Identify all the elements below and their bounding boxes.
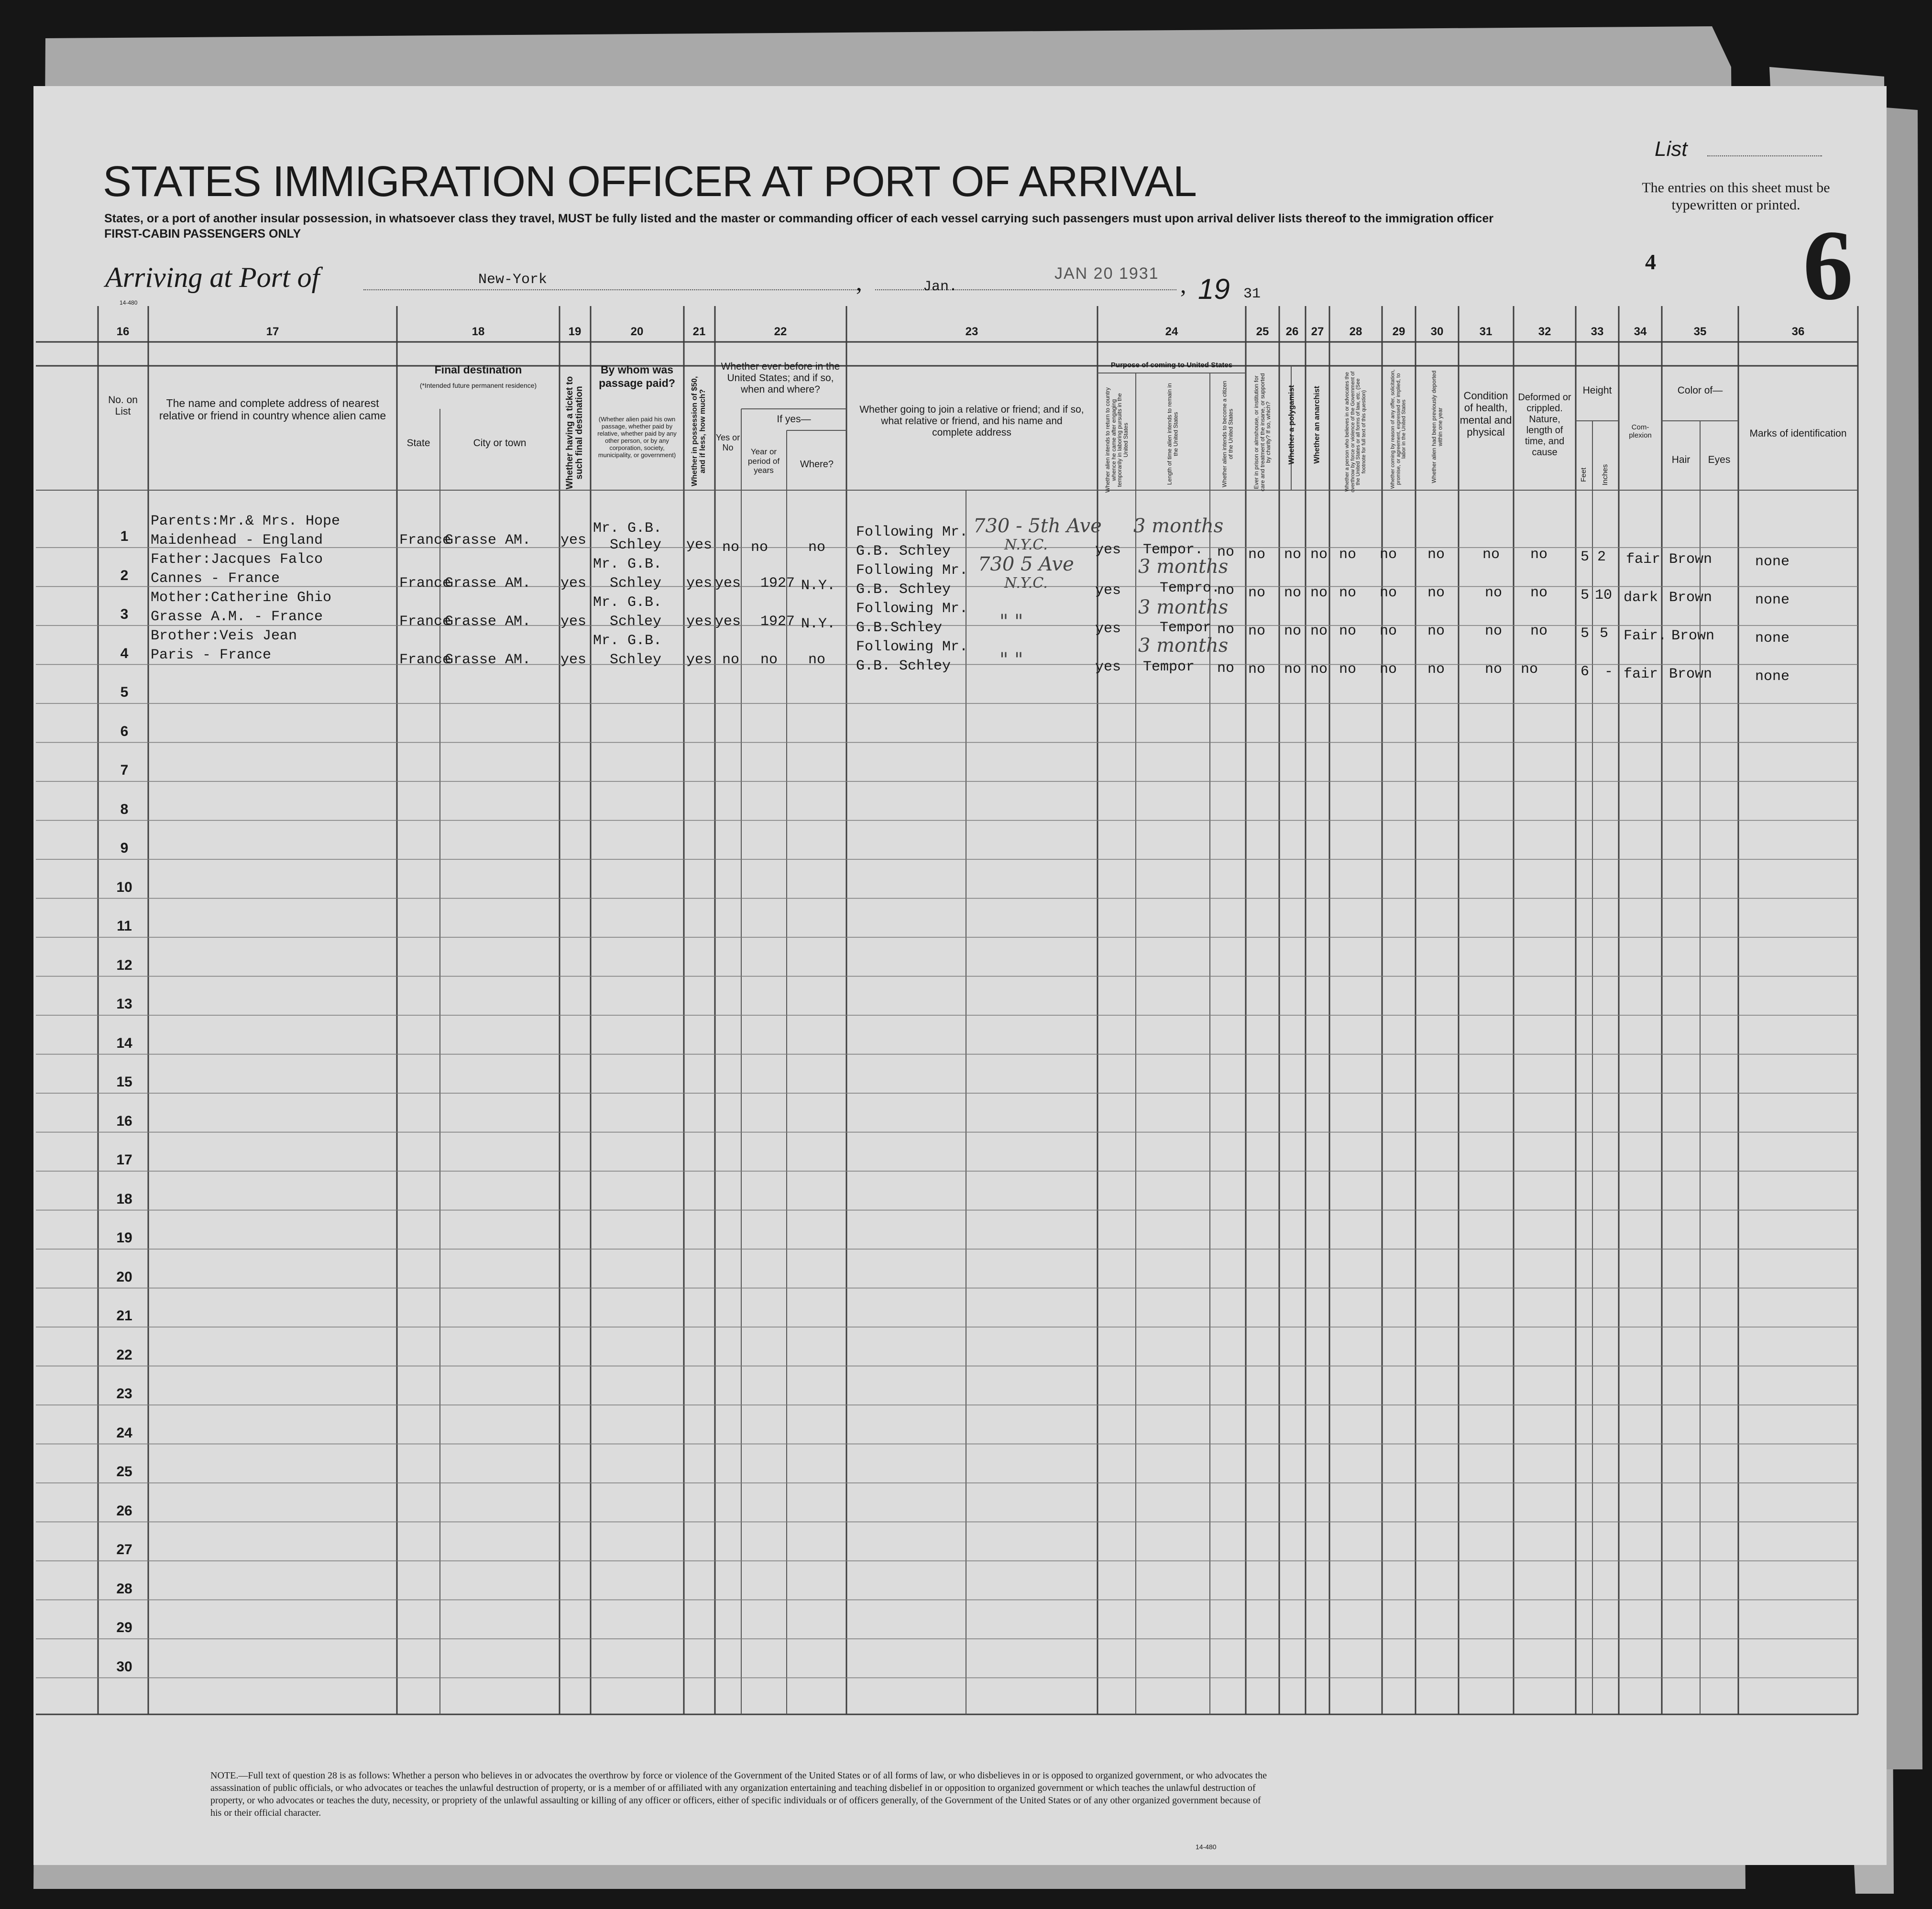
column-number: 19 <box>568 325 582 338</box>
join-hand-2: N.Y.C. <box>1004 537 1048 553</box>
column-number: 30 <box>1430 325 1444 338</box>
paid-by-1: Mr. G.B. <box>593 556 662 572</box>
complexion: fair <box>1624 666 1658 682</box>
col31-header: Condition of health, mental and physical <box>1460 390 1512 438</box>
q28: no <box>1339 547 1357 563</box>
marks: none <box>1755 630 1790 647</box>
join-hand-1: " " <box>999 649 1023 671</box>
height-inches: 5 <box>1600 625 1609 642</box>
paid-by-2: Schley <box>610 537 662 553</box>
col33-inches: Inches <box>1601 464 1610 485</box>
column-number: 29 <box>1392 325 1405 338</box>
col32-header: Deformed or crippled. Nature, length of time, and cause <box>1518 392 1571 458</box>
anarchist: no <box>1310 585 1328 601</box>
first-cabin-label: FIRST-CABIN PASSENGERS ONLY <box>104 227 301 241</box>
column-number: 20 <box>630 325 644 338</box>
money: yes <box>686 575 713 592</box>
height-feet: 5 <box>1581 625 1590 642</box>
health: no <box>1485 661 1503 678</box>
deported: no <box>1427 661 1445 678</box>
col23-header: Whether going to join a relative or friend; and if so, what relative or friend, and his name and complete address <box>859 404 1084 439</box>
column-number: 33 <box>1591 325 1604 338</box>
q29: no <box>1380 585 1397 601</box>
height-inches: - <box>1604 664 1614 680</box>
row-number: 5 <box>120 684 129 700</box>
dest-city: Grasse AM. <box>445 614 531 630</box>
row-number: 30 <box>116 1658 132 1675</box>
before: no <box>722 652 740 668</box>
col21-header: Whether in possession of $50, and if less, how much? <box>691 376 707 486</box>
row-number: 18 <box>116 1191 132 1207</box>
col24c-header: Whether alien intends to become a citizen of the United States <box>1221 381 1234 487</box>
join-hand-1: 730 5 Ave <box>978 553 1074 575</box>
deformed: no <box>1521 661 1538 678</box>
col22-ifyes: If yes— <box>777 414 811 425</box>
column-number: 31 <box>1479 325 1493 338</box>
list-underline <box>1707 155 1822 156</box>
paid-by-1: Mr. G.B. <box>593 594 662 611</box>
col18-city: City or town <box>473 438 527 449</box>
footnote: NOTE.—Full text of question 28 is as follows: Whether a person who believes in or advocates the overthrow by force or violence of the Government of the United States or of all forms of law, or who disbelieves in or is opposed to organized government, or who advocates the assassination of public officials, or who advocates or teaches the unlawful destruction of property, or is a member of or affiliated with any organization entertaining and teaching disbelief in or opposition to organized government or which teaches the unlawful destruction of property, or who advocates or teaches the duty, necessity, or propriety of the unlawful assaulting or killing of any officer or officers, either of specific individuals or of officers generally, of the Government of the United States or of any other organized government because of his or their official character. <box>210 1770 1267 1818</box>
prison: no <box>1248 585 1266 601</box>
column-number: 27 <box>1311 325 1324 338</box>
length-hand: 3 months <box>1138 596 1229 618</box>
row-number: 4 <box>120 645 129 661</box>
port-underline <box>363 289 861 290</box>
paid-by-2: Schley <box>610 614 662 630</box>
citizen: no <box>1217 582 1235 599</box>
col19-header: Whether having a ticket to such final destination <box>565 376 584 490</box>
relative-name: Brother:Veis Jean <box>151 628 297 644</box>
col22-where: Where? <box>800 459 834 470</box>
health: no <box>1485 623 1503 639</box>
date-stamp: JAN 20 1931 <box>1054 264 1159 283</box>
anarchist: no <box>1310 623 1328 639</box>
col18-header: Final destination <box>434 363 522 376</box>
dest-state: France <box>399 575 451 592</box>
hair: Brown <box>1669 590 1712 606</box>
relative-address: Maidenhead - England <box>151 532 323 549</box>
col33-header: Height <box>1582 385 1612 396</box>
row-number: 12 <box>116 957 132 973</box>
col22-header: Whether ever before in the United States; and if so, when and where? <box>721 361 840 395</box>
row-number: 20 <box>116 1269 132 1285</box>
page-title: STATES IMMIGRATION OFFICER AT PORT OF ARRIVAL <box>103 158 1197 206</box>
laboring: yes <box>1095 542 1121 558</box>
prison: no <box>1248 661 1266 678</box>
column-number: 28 <box>1349 325 1362 338</box>
deformed: no <box>1530 623 1548 639</box>
join-2: G.B. Schley <box>856 581 951 598</box>
col30-header: Whether alien had been previously deported within one year <box>1430 370 1443 483</box>
sheet-number: 6 <box>1803 210 1853 321</box>
complexion: Fair. <box>1624 628 1667 644</box>
col35-eyes: Eyes <box>1708 454 1731 465</box>
paid-by-2: Schley <box>610 652 662 668</box>
length-hand: 3 months <box>1138 556 1229 578</box>
prison: no <box>1248 547 1266 563</box>
ticket: yes <box>560 614 587 630</box>
col24-header: Purpose of coming to United States <box>1110 361 1233 369</box>
complexion: dark <box>1624 590 1658 606</box>
dest-city: Grasse AM. <box>445 652 531 668</box>
row-number: 10 <box>116 879 132 895</box>
q28: no <box>1339 623 1357 639</box>
length: Tempor. <box>1143 542 1204 558</box>
before-where: no <box>808 539 826 556</box>
q29: no <box>1380 623 1397 639</box>
month-value: Jan. <box>923 279 958 295</box>
footer-code: 14-480 <box>1196 1843 1217 1851</box>
join-hand-2: N.Y.C. <box>1004 575 1048 592</box>
before: yes <box>715 575 741 592</box>
hair: Brown <box>1671 628 1715 644</box>
anarchist: no <box>1310 547 1328 563</box>
row-number: 14 <box>116 1035 132 1051</box>
join-hand-1: 730 - 5th Ave <box>973 515 1102 537</box>
before-where: N.Y. <box>801 616 836 632</box>
col18-state: State <box>406 438 430 449</box>
join-1: Following Mr. <box>856 562 968 579</box>
column-number: 35 <box>1693 325 1707 338</box>
relative-name: Parents:Mr.& Mrs. Hope <box>151 513 340 529</box>
q28: no <box>1339 661 1357 678</box>
length-hand: 3 months <box>1138 635 1229 657</box>
marks: none <box>1755 592 1790 608</box>
money: yes <box>686 537 713 553</box>
row-number: 26 <box>116 1503 132 1519</box>
form-code: 14-480 <box>120 299 138 306</box>
year-suffix: 31 <box>1243 286 1261 302</box>
column-number: 34 <box>1634 325 1647 338</box>
list-label: List <box>1655 137 1688 161</box>
dest-city: Grasse AM. <box>445 575 531 592</box>
paid-by-1: Mr. G.B. <box>593 520 662 537</box>
relative-address: Grasse A.M. - France <box>151 609 323 625</box>
page-subtitle: States, or a port of another insular possession, in whatsoever class they travel, MUST be fully listed and the master or commanding officer of each vessel carrying such passengers must upon arrival deliver lists thereof to the immigration officer <box>104 212 1493 225</box>
year-prefix: 19 <box>1198 273 1230 305</box>
hair: Brown <box>1669 666 1712 682</box>
height-feet: 5 <box>1581 587 1590 603</box>
col22-year: Year or period of years <box>747 447 780 475</box>
join-2: G.B. Schley <box>856 543 951 560</box>
column-number: 24 <box>1165 325 1178 338</box>
ticket: yes <box>560 575 587 592</box>
before-year: no <box>751 539 768 556</box>
row-number: 11 <box>117 918 132 934</box>
col34-header: Com-plexion <box>1629 423 1652 440</box>
deported: no <box>1427 585 1445 601</box>
row-number: 25 <box>116 1464 132 1480</box>
list-number: 4 <box>1645 250 1656 274</box>
row-number: 3 <box>120 606 129 622</box>
row-number: 1 <box>120 528 129 544</box>
before: yes <box>715 614 741 630</box>
laboring: yes <box>1095 659 1121 675</box>
health: no <box>1482 547 1500 563</box>
column-number: 25 <box>1256 325 1269 338</box>
col33-feet: Feet <box>1580 467 1588 482</box>
laboring: yes <box>1095 621 1121 637</box>
column-number: 36 <box>1791 325 1805 338</box>
length: Tempor <box>1143 659 1195 675</box>
date-underline <box>875 289 1176 290</box>
length: Tempor <box>1160 620 1212 636</box>
col18-subheader: (*Intended future permanent residence) <box>419 382 537 389</box>
column-number: 17 <box>266 325 279 338</box>
col20-header: By whom was passage paid? <box>599 363 675 389</box>
relative-name: Mother:Catherine Ghio <box>151 590 332 606</box>
row-number: 15 <box>116 1074 132 1090</box>
ticket: yes <box>560 652 587 668</box>
complexion: fair <box>1626 551 1661 568</box>
row-number: 21 <box>116 1308 132 1324</box>
ticket: yes <box>560 532 587 549</box>
before-where: N.Y. <box>801 578 836 594</box>
height-inches: 10 <box>1595 587 1613 603</box>
col28-header: Whether a person who believes in or advocates the overthrow by force or violence of the Government of the United States or all forms of law, etc. (See footnote for full text of this question) <box>1344 371 1367 493</box>
length-hand: 3 months <box>1133 515 1224 537</box>
before-year: no <box>760 652 778 668</box>
paid-by-2: Schley <box>610 575 662 592</box>
row-number: 29 <box>116 1620 132 1635</box>
row-number: 2 <box>120 567 129 583</box>
column-number: 16 <box>116 325 130 338</box>
q29: no <box>1380 661 1397 678</box>
deported: no <box>1427 547 1445 563</box>
polygamist: no <box>1284 585 1302 601</box>
q28: no <box>1339 585 1357 601</box>
join-1: Following Mr. <box>856 639 968 655</box>
dest-state: France <box>399 532 451 549</box>
col26-header: Whether a polygamist <box>1287 385 1296 465</box>
column-number: 26 <box>1285 325 1299 338</box>
citizen: no <box>1217 544 1235 560</box>
relative-address: Paris - France <box>151 647 272 663</box>
row-number: 22 <box>116 1347 132 1363</box>
join-2: G.B. Schley <box>856 658 951 674</box>
height-feet: 6 <box>1581 664 1590 680</box>
relative-name: Father:Jacques Falco <box>151 551 323 568</box>
col22-yesno: Yes or No <box>715 433 740 452</box>
join-hand-1: " " <box>999 611 1023 633</box>
prison: no <box>1248 623 1266 639</box>
column-number: 21 <box>692 325 706 338</box>
col36-header: Marks of identification <box>1749 428 1847 439</box>
laboring: yes <box>1095 582 1121 599</box>
join-1: Following Mr. <box>856 601 968 617</box>
hair: Brown <box>1669 551 1712 568</box>
port-value: New-York <box>478 272 548 288</box>
marks: none <box>1755 669 1790 685</box>
column-number: 18 <box>472 325 485 338</box>
citizen: no <box>1217 622 1235 638</box>
col35-hair: Hair <box>1671 454 1690 465</box>
column-number: 32 <box>1538 325 1551 338</box>
arriving-label: Arriving at Port of <box>105 262 320 293</box>
col17-header: The name and complete address of nearest relative or friend in country whence alien came <box>159 397 386 422</box>
citizen: no <box>1217 660 1235 677</box>
row-number: 28 <box>116 1580 132 1597</box>
row-number: 27 <box>116 1542 132 1558</box>
col25-header: Ever in prison or almshouse, or institution for care and treatment of the insane, or supported by charity? If so, which? <box>1253 373 1272 492</box>
polygamist: no <box>1284 623 1302 639</box>
row-number: 7 <box>120 762 129 778</box>
polygamist: no <box>1284 547 1302 563</box>
column-number: 23 <box>965 325 978 338</box>
before-year: 1927 <box>760 575 795 592</box>
join-2: G.B.Schley <box>856 620 943 636</box>
row-number: 24 <box>116 1425 132 1441</box>
money: yes <box>686 614 713 630</box>
col24a-header: Whether alien intends to return to country whence he came after engaging temporarily in laboring pursuits in the United States <box>1104 387 1129 493</box>
q29: no <box>1380 547 1397 563</box>
anarchist: no <box>1310 661 1328 678</box>
row-number: 13 <box>116 996 132 1012</box>
paid-by-1: Mr. G.B. <box>593 633 662 649</box>
dest-state: France <box>399 614 451 630</box>
column-number: 22 <box>774 325 787 338</box>
height-inches: 2 <box>1597 549 1606 565</box>
before-where: no <box>808 652 826 668</box>
deformed: no <box>1530 547 1548 563</box>
length: Tempro. <box>1160 580 1220 596</box>
row-number: 8 <box>120 801 129 817</box>
row-number: 19 <box>116 1230 132 1246</box>
col20-subheader: (Whether alien paid his own passage, whether paid by relative, whether paid by any other person, or by any corporation, society, municipality, or government) <box>597 416 677 459</box>
col16-header: No. on List <box>108 395 138 417</box>
row-number: 23 <box>116 1386 132 1402</box>
height-feet: 5 <box>1581 549 1590 565</box>
before: no <box>722 539 740 556</box>
dest-city: Grasse AM. <box>445 532 531 549</box>
row-number: 6 <box>120 723 129 739</box>
row-number: 17 <box>116 1152 132 1168</box>
deported: no <box>1427 623 1445 639</box>
dest-state: France <box>399 652 451 668</box>
polygamist: no <box>1284 661 1302 678</box>
row-number: 9 <box>120 840 129 856</box>
money: yes <box>686 652 713 668</box>
deformed: no <box>1530 585 1548 601</box>
join-1: Following Mr. <box>856 524 968 540</box>
health: no <box>1485 585 1503 601</box>
relative-address: Cannes - France <box>151 571 280 587</box>
col24b-header: Length of time alien intends to remain in the United States <box>1166 383 1179 485</box>
col29-header: Whether coming by reason of any offer, solicitation, promise, or agreement, expressed or implied, to labor in the United States <box>1390 369 1407 489</box>
col35-header: Color of— <box>1677 385 1723 396</box>
entries-note: The entries on this sheet must be typewritten or printed. <box>1642 180 1830 213</box>
row-number: 16 <box>116 1113 132 1129</box>
marks: none <box>1755 554 1790 570</box>
before-year: 1927 <box>760 614 795 630</box>
col27-header: Whether an anarchist <box>1313 386 1321 464</box>
